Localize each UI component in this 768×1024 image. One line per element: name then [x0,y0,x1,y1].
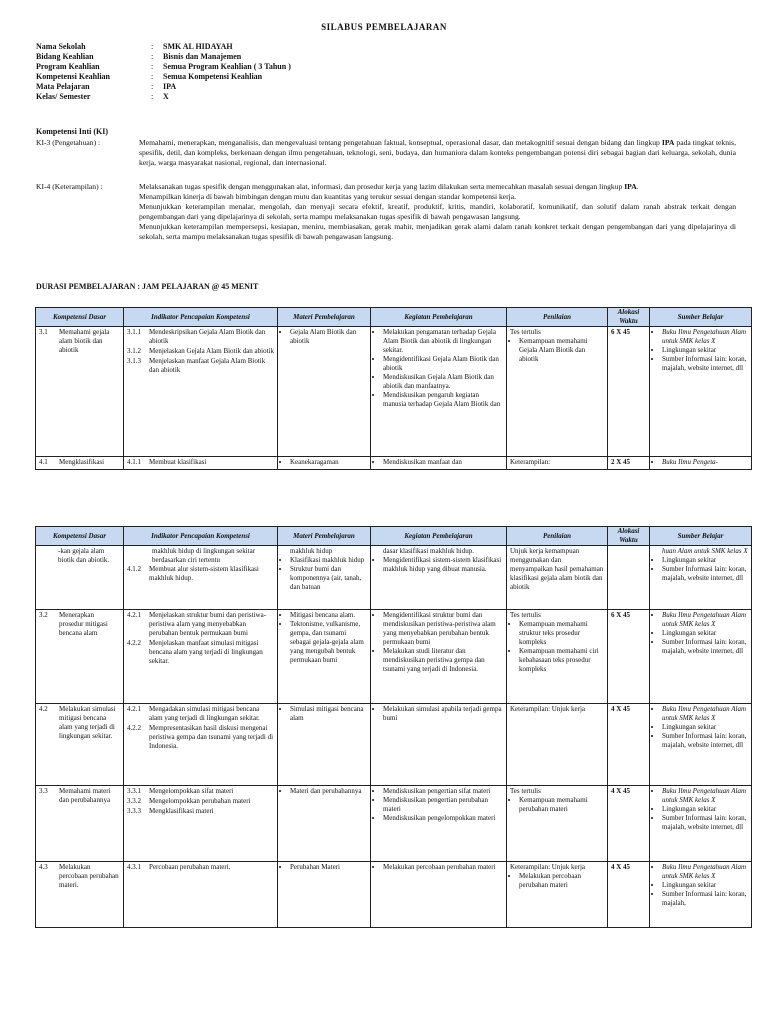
col-header: Kegiatan Pembelajaran [371,308,507,327]
document-title: SILABUS PEMBELAJARAN [321,22,447,32]
meta-label: Bidang Keahlian [36,52,94,61]
col-header: Kegiatan Pembelajaran [371,527,507,546]
meta-value: Bisnis dan Manajemen [163,52,242,61]
ki4-label: KI-4 (Keterampilan) : [36,182,103,191]
meta-value: SMK AL HIDAYAH [163,42,233,51]
col-header: Sumber Belajar [650,308,752,327]
meta-label: Nama Sekolah [36,42,86,51]
col-header: Alokasi Waktu [608,527,650,546]
meta-value: Semua Kompetensi Keahlian [163,72,263,81]
col-header: Penilaian [507,527,608,546]
col-header: Indikator Pencapaian Kompetensi [124,527,278,546]
table-row: 3.2 Menerapkan prosedur mitigasi bencana alam 4.2.1 Menjelaskan struktur bumi dan peristiwa-peristiwa alam yang menyebabkan perubahan bentuk permukaan bumi 4.2.2 Menjelaskan manfaat simulasi mitigasi bencana alam yang terjadi di lingkungan sekitar. • Mitigasi bencana alam. • Tektonisme, vulkanisme, gempa, dan tsunami sebagai gejala-gejala alam yang mengubah bentuk permukaan bumi • Mengidentifikasi struktur bumi dan mendiskusikan peristiwa-peristiwa alam yang menyebabkan perubahan bentuk permukaan bumi • Melakukan studi literatur dan mendiskusikan peristiwa gempa dan tsunami yang terjadi di Indonesia. Tes tertulis • Kemampuan memahami struktur teks prosedur kompleks • Kemampuan memahami ciri kebahasaan teks prosedur kompleks 6 X 45 • Buku Ilmu Pengetahuan Alam untuk SMK kelas X • Lingkungan sekitar • Sumber Informasi lain: koran, majalah, website internet, dll [36,610,752,704]
ki-heading: Kompetensi Inti (KI) [36,127,108,136]
col-header: Penilaian [507,308,608,327]
ki4-text: Melaksanakan tugas spesifik dengan menggunakan alat, informasi, dan prosedur kerja yang lazim dilakukan serta memecahkan masalah sesuai dengan lingkup IPA. Menampilkan kinerja di bawah bimbingan dengan mutu dan kuantitas yang terukur sesuai dengan standar kompetensi kerja. Menunjukkan keterampilan menalar, mengolah, dan menyaji secara efektif, kreatif, produktif, kritis, mandiri, kolaboratif, komunikatif, dan solutif dalam ranah abstrak terkait dengan pengembangan dari yang dipelajarinya di sekolah, serta mampu melaksanakan tugas spesifik di bawah pengawasan langsung. Menunjukkan keterampilan mempersepsi, kesiapan, meniru, membiasakan, gerak mahir, menjadikan gerak alami dalam ranah konkret terkait dengan pengembangan dari yang dipelajarinya di sekolah, serta mampu melaksanakan tugas spesifik di bawah pengawasan langsung. [139,182,736,241]
meta-value: X [163,92,169,101]
table-header [36,527,752,546]
meta-label: Program Keahlian [36,62,100,71]
table-row: 4.3 Melakukan percobaan perubahan materi. 4.3.1 Percobaan perubahan materi. • Perubahan Materi • Melakukan percobaan perubahan materi Keterampilan: Unjuk kerja • Melakukan percobaan perubahan materi 4 X 45 • Buku Ilmu Pengetahuan Alam untuk SMK kelas X • Lingkungan sekitar • Sumber Informasi lain: koran, majalah, [36,862,752,928]
school-info: Nama Sekolah : SMK AL HIDAYAH Bidang Keahlian : Bisnis dan Manajemen Program Keahlian : Semua Program Keahlian ( 3 Tahun ) Kompetensi Keahlian : Semua Kompetensi Keahlian Mata Pelajaran : IPA Kelas/ Semester : X [36,42,291,101]
meta-label: Mata Pelajaran [36,82,90,91]
table-row: 3.1 Memahami gejala alam biotik dan abiotik 3.1.1 Mendeskripsikan Gejala Alam Biotik dan abiotik 3.1.2 Menjelaskan Gejala Alam Biotik dan abiotik 3.1.3 Menjelaskan manfaat Gejala Alam Biotik dan abiotik • Gejala Alam Biotik dan abiotik • Melakukan pengamatan terhadap Gejala Alam Biotik dan abiotik di lingkungan sekitar. • Mengidentifikasi Gejala Alam Biotik dan abiotik • Mendiskusikan Gejala Alam Biotik dan abiotik dan manfaatnya. • Mendiskusikan pengaruh kegiatan manusia terhadap Gejala Alam Biotik dan Tes tertulis • Kemampuan memahami Gejala Alam Biotik dan abiotik 6 X 45 • Buku Ilmu Pengetahuan Alam untuk SMK kelas X • Lingkungan sekitar • Sumber Informasi lain: koran, majalah, website internet, dll [36,327,752,457]
meta-value: IPA [163,82,177,91]
table-row: 4.2 Melakukan simulasi mitigasi bencana alam yang terjadi di lingkungan sekitar. 4.2.1 Mengadakan simulasi mitigasi bencana alam yang terjadi di lingkungan sekitar. 4.2.2 Mempresentasikan hasil diskusi mengenai peristiwa gempa dan tsunami yang terjadi di Indonesia. • Simulasi mitigasi bencana alam • Melakukan simulasi apabila terjadi gempa bumi Keterampilan: Unjuk kerja 4 X 45 • Buku Ilmu Pengetahuan Alam untuk SMK kelas X • Lingkungan sekitar • Sumber Informasi lain: koran, majalah, website internet, dll [36,704,752,786]
table-row: 3.3 Memahami materi dan perubahannya 3.3.1 Mengelompokkan sifat materi 3.3.2 Mengelompokkan perubahan materi 3.3.3 Mengklasifikasi materi • Materi dan perubahannya • Mendiskusikan pengertian sifat materi • Mendiskusikan pengertian perubahan materi • Mendiskusikan pengelompokkan materi Tes tertulis • Kemampuan memahami perubahan materi 4 X 45 • Buku Ilmu Pengetahuan Alam untuk SMK kelas X • Lingkungan sekitar • Sumber Informasi lain: koran, majalah, website internet, dll [36,786,752,862]
col-header: Kompetensi Dasar [36,308,124,327]
syllabus-table-page1 [35,307,752,470]
col-header: Materi Pembelajaran [278,308,371,327]
col-header: Alokasi Waktu [608,308,650,327]
meta-label: Kompetensi Keahlian [36,72,111,81]
ki4-block [36,182,736,242]
meta-label: Kelas/ Semester [36,92,91,101]
table-header [36,308,752,327]
col-header: Indikator Pencapaian Kompetensi [124,308,278,327]
col-header: Kompetensi Dasar [36,527,124,546]
durasi-heading: DURASI PEMBELAJARAN : JAM PELAJARAN @ 45 MENIT [36,282,259,291]
table-row: -kan gejala alam biotik dan abiotik. makhluk hidup di lingkungan sekitar berdasarkan ciri tertentu 4.1.2 Membuat alur sistem-sistem klasifikasi makhluk hidup. makhluk hidup • Klasifikasi makhluk hidup • Struktur bumi dan komponennya (air, tanah, dan batuan dasar klasifikasi makhluk hidup. • Mengidentifikasi sistem-sistem klasifikasi makhluk hidup yang dibuat manusia. Unjuk kerja kemampuan menggunakan dan menyampaikan hasil pemahaman klasifikasi gejala alam biotik dan abiotik huan Alam untuk SMK kelas X • Lingkungan sekitar • Sumber Informasi lain: koran, majalah, website internet, dll [36,546,752,610]
ki3-label: KI-3 (Pengetahuan) : [36,138,101,147]
ki3-block [36,138,736,168]
syllabus-table-page2 [35,526,752,928]
col-header: Sumber Belajar [650,527,752,546]
table-row: 4.1 Mengklasifikasi 4.1.1 Membuat klasifikasi • Keanekaragaman • Mendiskusikan manfaat dan Keterampilan: 2 X 45 • Buku Ilmu Pengeta- [36,457,752,470]
ki3-text: Memahami, menerapkan, menganalisis, dan mengevaluasi tentang pengetahuan faktual, konseptual, operasional dasar, dan metakognitif sesuai dengan bidang dan lingkup IPA pada tingkat teknis, spesifik, detil, dan kompleks, berkenaan dengan ilmu pengetahuan, teknologi, seni, budaya, dan humaniora dalam konteks pengembangan potensi diri sebagai bagian dari keluarga, sekolah, dunia kerja, warga masyarakat nasional, regional, dan internasional. [139,138,736,167]
meta-value: Semua Program Keahlian ( 3 Tahun ) [163,62,291,71]
col-header: Materi Pembelajaran [278,527,371,546]
